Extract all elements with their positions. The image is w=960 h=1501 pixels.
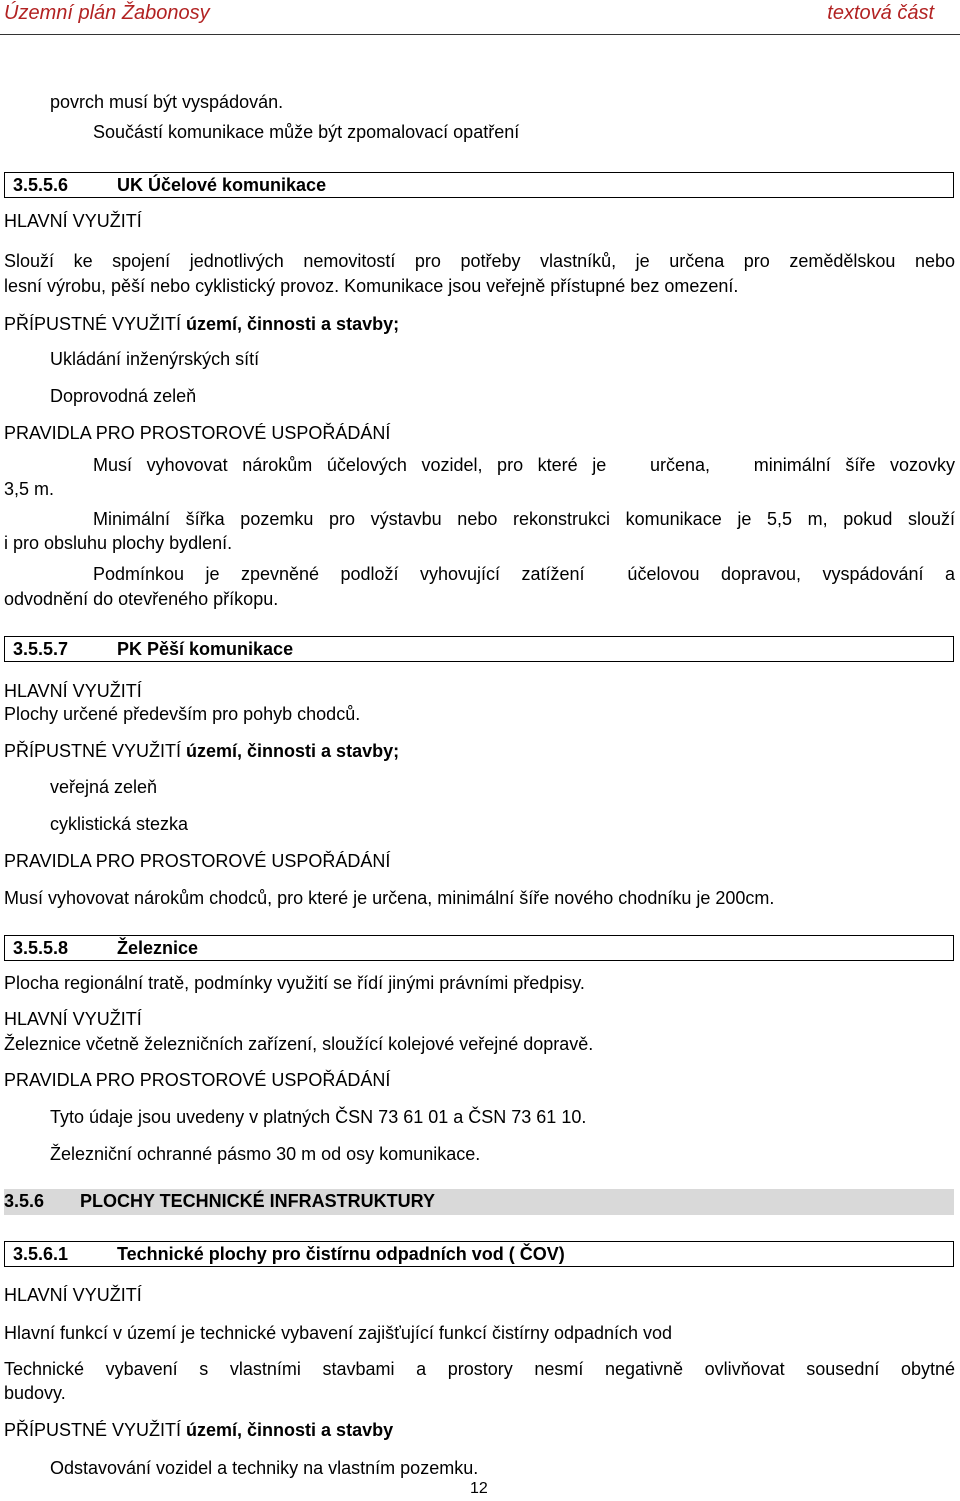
body-line: odvodnění do otevřeného příkopu. — [4, 589, 279, 609]
body-line: Musí vyhovovat nárokům chodců, pro které je určena, minimální šíře nového chodníku je 200cm. — [4, 888, 775, 908]
body-line: budovy. — [4, 1383, 66, 1403]
body-line: Plochy určené především pro pohyb chodců. — [4, 704, 361, 724]
page-number: 12 — [470, 1480, 488, 1497]
spatial-rules-heading: PRAVIDLA PRO PROSTOROVÉ USPOŘÁDÁNÍ — [4, 423, 391, 443]
section-heading-3-5-5-6 — [4, 172, 954, 198]
section-title: PLOCHY TECHNICKÉ INFRASTRUKTURY — [80, 1191, 436, 1211]
section-title: PK Pěší komunikace — [117, 639, 294, 659]
main-use-heading: HLAVNÍ VYUŽITÍ — [4, 211, 142, 231]
intro-line: Součástí komunikace může být zpomalovací opatření — [93, 122, 520, 142]
body-line: 3,5 m. — [4, 479, 55, 499]
body-line: Musí vyhovovat nárokům účelových vozidel, pro které je určena, minimální šíře vozovky — [93, 455, 955, 475]
section-number: 3.5.5.8 — [13, 938, 69, 958]
spatial-rules-heading: PRAVIDLA PRO PROSTOROVÉ USPOŘÁDÁNÍ — [4, 851, 391, 871]
list-item: Ukládání inženýrských sítí — [50, 349, 260, 369]
list-item: Odstavování vozidel a techniky na vlastním pozemku. — [50, 1458, 479, 1478]
main-use-heading: HLAVNÍ VYUŽITÍ — [4, 1285, 142, 1305]
main-use-heading: HLAVNÍ VYUŽITÍ — [4, 1009, 142, 1029]
section-heading-3-5-5-7 — [4, 636, 954, 662]
body-line: i pro obsluhu plochy bydlení. — [4, 533, 233, 553]
permitted-use-rest: území, činnosti a stavby; — [181, 741, 400, 761]
permitted-use-caps: PŘÍPUSTNÉ VYUŽITÍ — [4, 1420, 182, 1440]
permitted-use-heading — [4, 739, 399, 763]
body-line: Slouží ke spojení jednotlivých nemovitostí pro potřeby vlastníků, je určena pro zemědělskou nebo — [4, 251, 955, 271]
permitted-use-caps: PŘÍPUSTNÉ VYUŽITÍ — [4, 741, 182, 761]
body-line: Plocha regionální tratě, podmínky využití se řídí jinými právními předpisy. — [4, 973, 585, 993]
body-line: lesní výrobu, pěší nebo cyklistický provoz. Komunikace jsou veřejně přístupné bez omezení. — [4, 276, 739, 296]
header-divider — [0, 34, 960, 35]
document-title: Územní plán Žabonosy — [4, 2, 210, 24]
body-line: Podmínkou je zpevněné podloží vyhovující zatížení účelovou dopravou, vyspádování a — [93, 564, 955, 584]
permitted-use-heading — [4, 1418, 393, 1442]
section-heading-3-5-6-1 — [4, 1241, 954, 1267]
section-title: Železnice — [117, 938, 199, 958]
permitted-use-rest: území, činnosti a stavby — [181, 1420, 394, 1440]
section-title: UK Účelové komunikace — [117, 175, 327, 195]
spatial-rules-heading: PRAVIDLA PRO PROSTOROVÉ USPOŘÁDÁNÍ — [4, 1070, 391, 1090]
body-line: Hlavní funkcí v území je technické vybavení zajišťující funkcí čistírny odpadních vod — [4, 1323, 673, 1343]
document-section: textová část — [827, 2, 934, 24]
permitted-use-caps: PŘÍPUSTNÉ VYUŽITÍ — [4, 314, 182, 334]
main-use-heading: HLAVNÍ VYUŽITÍ — [4, 681, 142, 701]
section-number: 3.5.5.7 — [13, 639, 69, 659]
list-item: Tyto údaje jsou uvedeny v platných ČSN 73 61 01 a ČSN 73 61 10. — [50, 1107, 587, 1127]
section-title: Technické plochy pro čistírnu odpadních vod ( ČOV) — [117, 1244, 565, 1264]
section-number: 3.5.6.1 — [13, 1244, 69, 1264]
list-item: Železniční ochranné pásmo 30 m od osy komunikace. — [50, 1144, 481, 1164]
body-line: Technické vybavení s vlastními stavbami a prostory nesmí negativně ovlivňovat sousední obytné — [4, 1359, 955, 1379]
list-item: cyklistická stezka — [50, 814, 189, 834]
section-heading-3-5-5-8 — [4, 935, 954, 961]
list-item: veřejná zeleň — [50, 777, 158, 797]
section-number: 3.5.6 — [4, 1191, 45, 1211]
section-heading-3-5-6 — [4, 1189, 954, 1215]
permitted-use-heading — [4, 312, 399, 336]
intro-line: povrch musí být vyspádován. — [50, 92, 284, 112]
body-line: Železnice včetně železničních zařízení, sloužící kolejové veřejné dopravě. — [4, 1034, 594, 1054]
section-number: 3.5.5.6 — [13, 175, 69, 195]
body-line: Minimální šířka pozemku pro výstavbu nebo rekonstrukci komunikace je 5,5 m, pokud slouží — [93, 509, 955, 529]
list-item: Doprovodná zeleň — [50, 386, 197, 406]
permitted-use-rest: území, činnosti a stavby; — [181, 314, 400, 334]
